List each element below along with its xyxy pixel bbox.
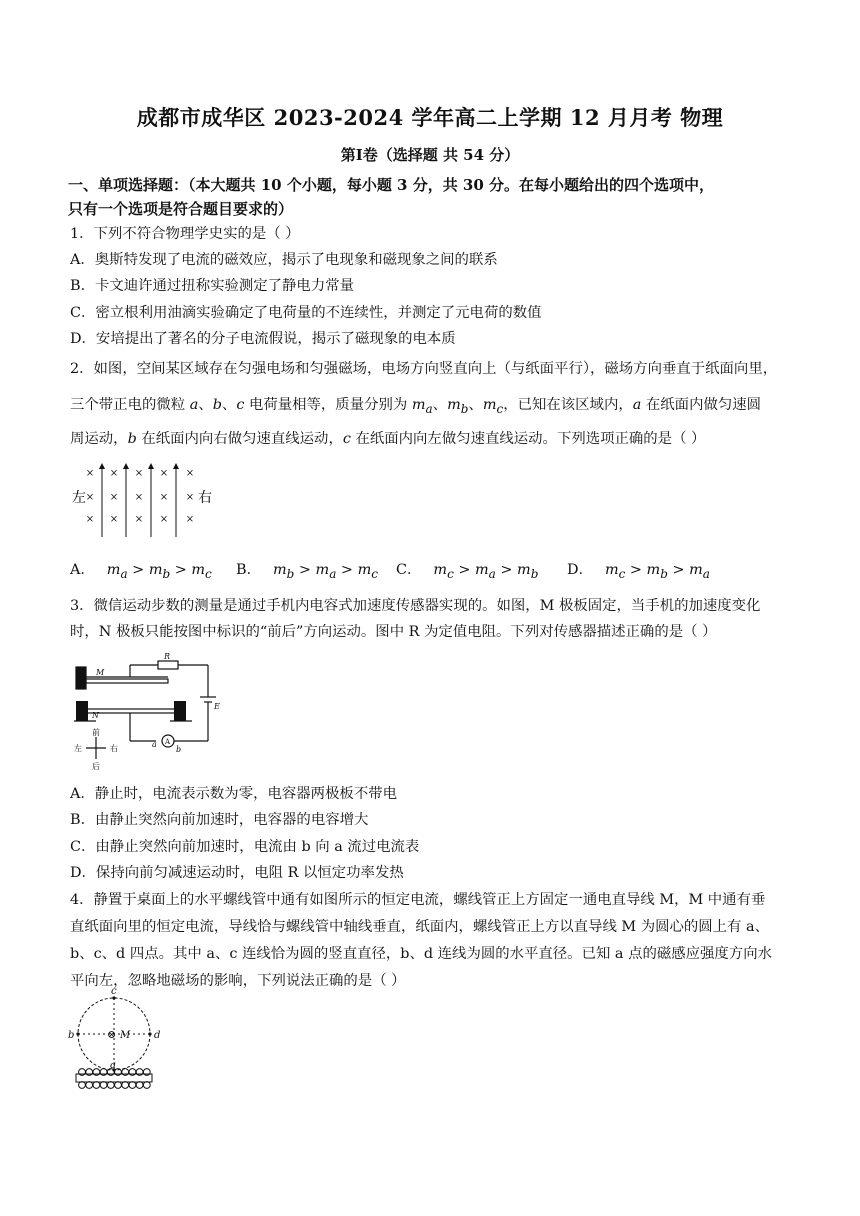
field-cross-mark: × (185, 468, 195, 479)
q3-option-c: C．由静止突然向前加速时，电流由 b 向 a 流过电流表 (70, 839, 420, 855)
svg-text:a: a (152, 740, 157, 749)
q1-option-a: A．奥斯特发现了电流的磁效应，揭示了电现象和磁现象之间的联系 (70, 252, 498, 268)
q3-option-a: A．静止时，电流表示数为零，电容器两极板不带电 (70, 786, 397, 802)
q2-option-b: B． $m_b > m_a > m_c$ (236, 562, 378, 581)
q4-stem-line3: b、c、d 四点。其中 a、c 连线恰为圆的竖直直径，b、d 连线为圆的水平直径。已知 a 点的磁感应强度方向水 (70, 946, 772, 962)
q2-label-right: 右 (198, 490, 212, 506)
svg-text:c: c (111, 986, 117, 997)
field-cross-mark: × (109, 492, 119, 503)
q2-field-diagram (68, 462, 218, 542)
svg-text:N: N (92, 711, 99, 720)
field-cross-mark: × (109, 468, 119, 479)
coil-loop-bottom (100, 1082, 107, 1089)
q4-stem-line1: 4．静置于桌面上的水平螺线管中通有如图所示的恒定电流，螺线管正上方固定一通电直导线 M，M 中通有垂 (70, 892, 766, 908)
coil-loop-bottom (129, 1082, 136, 1089)
q1-option-d: D．安培提出了著名的分子电流假说，揭示了磁现象的电本质 (70, 331, 456, 347)
svg-text:M: M (96, 668, 105, 677)
coil-loop-bottom (79, 1082, 86, 1089)
q3-capacitor-circuit-diagram (70, 652, 230, 775)
coil-loop-bottom (115, 1082, 122, 1089)
section-instructions-line2: 只有一个选项是符合题目要求的） (68, 200, 294, 218)
q4-stem-line2: 直纸面向里的恒定电流，导线恰与螺线管中轴线垂直，纸面内，螺线管正上方以直导线 M 为圆心的圆上有 a、 (70, 919, 770, 935)
coil-loop-bottom (93, 1082, 100, 1089)
svg-text:后: 后 (92, 762, 100, 771)
coil-loop-bottom (136, 1082, 143, 1089)
svg-text:d: d (154, 1030, 161, 1041)
q1-option-b: B．卡文迪许通过扭称实验测定了静电力常量 (70, 278, 354, 294)
q2-stem-line1: 2．如图，空间某区域存在匀强电场和匀强磁场，电场方向竖直向上（与纸面平行），磁场方向垂直于纸面向里， (70, 361, 778, 377)
q3-stem-line1: 3．微信运动步数的测量是通过手机内电容式加速度传感器实现的。如图，M 极板固定，当手机的加速度变化 (70, 598, 761, 614)
q2-option-d: D． $m_c > m_b > m_a$ (567, 562, 710, 581)
q3-stem-line2: 时，N 极板只能按图中标识的“前后”方向运动。图中 R 为定值电阻。下列对传感器描述正确的是（ ） (70, 624, 717, 640)
q2-stem-line3: 周运动，b 在纸面内向右做匀速直线运动，c 在纸面内向左做匀速直线运动。下列选项正确的是（ ） (70, 431, 706, 447)
svg-text:M: M (120, 1030, 131, 1041)
field-cross-mark: × (134, 514, 144, 525)
field-cross-mark: × (85, 492, 95, 503)
svg-text:前: 前 (92, 728, 100, 737)
field-cross-mark: × (185, 492, 195, 503)
svg-text:b: b (176, 745, 182, 754)
coil-loop-bottom (122, 1082, 129, 1089)
q4-stem-line4: 平向左，忽略地磁场的影响，下列说法正确的是（ ） (70, 973, 406, 989)
q4-solenoid-diagram (66, 986, 166, 1086)
field-cross-mark: × (159, 492, 169, 503)
svg-text:E: E (214, 702, 220, 711)
field-cross-mark: × (185, 514, 195, 525)
svg-text:左: 左 (74, 744, 82, 753)
svg-text:R: R (164, 652, 171, 661)
section-subtitle: 第Ⅰ卷（选择题 共 54 分） (340, 146, 520, 164)
field-cross-mark: × (134, 492, 144, 503)
svg-text:A: A (165, 738, 171, 746)
field-cross-mark: × (109, 514, 119, 525)
q2-label-left: 左 (72, 490, 86, 506)
section-instructions-line1: 一、单项选择题：（本大题共 10 个小题，每小题 3 分，共 30 分。在每小题给出的四个选项中， (68, 176, 715, 194)
page-title: 成都市成华区 2023-2024 学年高二上学期 12 月月考 物理 (136, 105, 724, 130)
field-cross-mark: × (85, 468, 95, 479)
coil-loop-bottom (107, 1082, 114, 1089)
field-cross-mark: × (159, 514, 169, 525)
svg-text:右: 右 (110, 744, 118, 753)
field-cross-mark: × (134, 468, 144, 479)
coil-loop-bottom (143, 1082, 150, 1089)
q3-option-b: B．由静止突然向前加速时，电容器的电容增大 (70, 812, 369, 828)
q3-option-d: D．保持向前匀减速运动时，电阻 R 以恒定功率发热 (70, 865, 404, 881)
field-cross-mark: × (85, 514, 95, 525)
svg-text:⊗: ⊗ (107, 1028, 117, 1041)
field-cross-mark: × (159, 468, 169, 479)
svg-text:a: a (110, 1060, 116, 1071)
q1-stem: 1．下列不符合物理学史实的是（ ） (70, 226, 300, 242)
svg-text:b: b (68, 1030, 75, 1041)
q2-stem-line2: 三个带正电的微粒 a、b、c 电荷量相等，质量分别为 $m_a$、$m_b$、$m_c$，已知在该区域内，a 在纸面内做匀速圆 (70, 397, 762, 416)
q1-option-c: C．密立根利用油滴实验确定了电荷量的不连续性，并测定了元电荷的数值 (70, 305, 542, 321)
q2-option-a: A． $m_a > m_b > m_c$ (70, 562, 212, 581)
coil-loop-bottom (86, 1082, 93, 1089)
q2-option-c: C． $m_c > m_a > m_b$ (396, 562, 539, 581)
